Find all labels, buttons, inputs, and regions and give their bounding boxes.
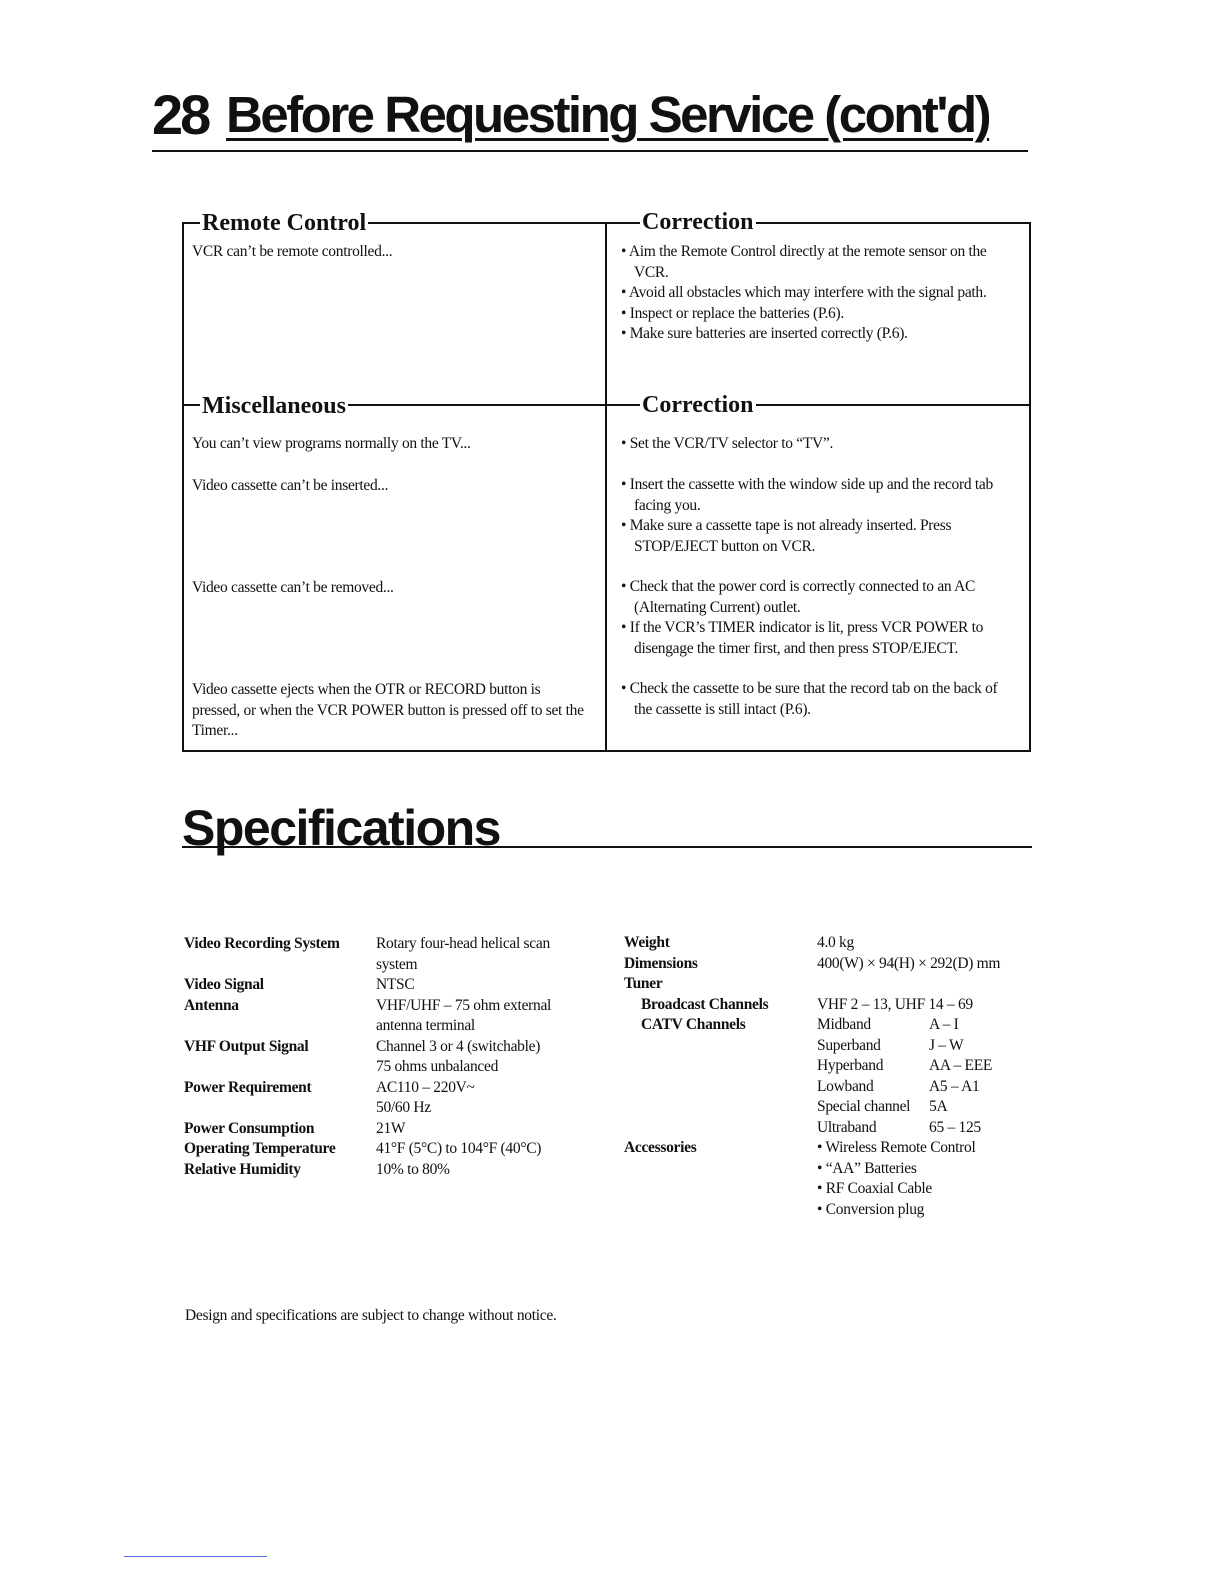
page-heading — [152, 84, 1028, 152]
remote-correction-item: • Make sure batteries are inserted correctly (P.6). — [621, 325, 908, 343]
dimensions-label: Dimensions — [624, 954, 698, 972]
spec-label: VHF Output Signal — [184, 1037, 309, 1055]
scan-edge-mark — [124, 1556, 267, 1557]
spec-row — [184, 1119, 604, 1140]
footnote: Design and specifications are subject to change without notice. — [185, 1307, 557, 1324]
spec-value: VHF/UHF – 75 ohm external antenna terminal — [376, 996, 552, 1034]
spec-label: Power Consumption — [184, 1119, 315, 1137]
catv-band-range: A – I — [929, 1016, 959, 1033]
broadcast-channels-value: VHF 2 – 13, UHF 14 – 69 — [817, 995, 973, 1013]
remote-corrections — [621, 242, 1019, 345]
catv-band-name: Lowband — [817, 1077, 874, 1095]
accessory-item: • Wireless Remote Control — [817, 1139, 976, 1156]
misc-problem: Video cassette can’t be inserted... — [192, 477, 389, 494]
spec-value: 10% to 80% — [376, 1160, 450, 1178]
catv-band-range: J – W — [929, 1036, 964, 1054]
table-center-divider — [605, 222, 607, 752]
remote-correction-heading: Correction — [642, 209, 754, 235]
spec-value: NTSC — [376, 976, 415, 993]
page-title: Before Requesting Service (cont'd) — [226, 86, 990, 143]
catv-band-range: 5A — [929, 1098, 948, 1115]
spec-row — [184, 1160, 604, 1181]
spec-label: Video Signal — [184, 976, 264, 993]
misc-correction-heading: Correction — [642, 392, 754, 418]
misc-correction-item: • Check the cassette to be sure that the record tab on the back of the cassette is still intact (P.6). — [621, 680, 998, 718]
spec-row — [184, 1139, 604, 1160]
spec-value: Channel 3 or 4 (switchable) 75 ohms unbalanced — [376, 1037, 541, 1075]
catv-channels-label: CATV Channels — [641, 1016, 746, 1033]
spec-row — [184, 1037, 604, 1078]
dimensions-value: 400(W) × 94(H) × 292(D) mm — [817, 954, 1001, 972]
catv-band-range: A5 – A1 — [929, 1077, 980, 1095]
specifications-title: Specifications — [182, 800, 500, 856]
weight-label: Weight — [624, 934, 670, 951]
catv-band-name: Midband — [817, 1016, 871, 1033]
table-bottom-border — [182, 750, 1031, 752]
specs-right-column — [624, 933, 1032, 1223]
weight-value: 4.0 kg — [817, 934, 854, 951]
catv-band-name: Hyperband — [817, 1057, 884, 1074]
specifications-heading — [182, 796, 1032, 856]
misc-correction-item: • If the VCR’s TIMER indicator is lit, press VCR POWER to disengage the timer first, and then press STOP/EJECT. — [621, 619, 984, 657]
misc-problem: Video cassette can’t be removed... — [192, 579, 394, 596]
remote-correction-item: • Avoid all obstacles which may interfere with the signal path. — [621, 284, 987, 302]
accessory-item: • RF Coaxial Cable — [817, 1180, 932, 1197]
catv-band-name: Special channel — [817, 1098, 911, 1115]
spec-label: Relative Humidity — [184, 1160, 301, 1178]
spec-value: Rotary four-head helical scan system — [376, 935, 550, 973]
table-left-border — [182, 222, 184, 752]
spec-row — [184, 975, 604, 996]
spec-label: Power Requirement — [184, 1078, 312, 1096]
table-right-border — [1029, 222, 1031, 752]
misc-problem: You can’t view programs normally on the TV... — [192, 435, 471, 452]
misc-corrections — [621, 434, 1019, 455]
accessory-item: • Conversion plug — [817, 1200, 925, 1218]
accessory-item: • “AA” Batteries — [817, 1159, 917, 1177]
accessories-label: Accessories — [624, 1139, 697, 1156]
page-number: 28 — [152, 83, 209, 146]
remote-control-heading: Remote Control — [202, 210, 367, 236]
misc-correction-item: • Make sure a cassette tape is not already inserted. Press STOP/EJECT button on VCR. — [621, 517, 952, 555]
misc-problem: Video cassette ejects when the OTR or RECORD button is pressed, or when the VCR POWER button is pressed off to set the Timer... — [192, 681, 584, 740]
misc-correction-item: • Set the VCR/TV selector to “TV”. — [621, 435, 834, 452]
spec-value: AC110 – 220V~ 50/60 Hz — [376, 1078, 475, 1116]
misc-correction-item: • Check that the power cord is correctly connected to an AC (Alternating Current) outlet. — [621, 578, 976, 616]
spec-value: 41°F (5°C) to 104°F (40°C) — [376, 1140, 542, 1157]
spec-label: Video Recording System — [184, 935, 340, 952]
miscellaneous-heading: Miscellaneous — [202, 393, 346, 419]
specs-left-column — [184, 934, 604, 1180]
misc-corrections — [621, 679, 1019, 720]
remote-correction-item: • Inspect or replace the batteries (P.6). — [621, 304, 844, 322]
misc-corrections — [621, 577, 1019, 659]
spec-row — [184, 996, 604, 1037]
spec-label: Antenna — [184, 996, 239, 1014]
troubleshooting-table — [182, 206, 1031, 752]
catv-band-range: 65 – 125 — [929, 1118, 981, 1136]
catv-band-name: Superband — [817, 1036, 881, 1054]
spec-value: 21W — [376, 1119, 406, 1137]
broadcast-channels-label: Broadcast Channels — [641, 995, 769, 1013]
spec-row — [184, 934, 604, 975]
spec-label: Operating Temperature — [184, 1140, 336, 1157]
remote-problem: VCR can’t be remote controlled... — [192, 243, 393, 260]
catv-band-range: AA – EEE — [929, 1057, 993, 1074]
misc-correction-item: • Insert the cassette with the window side up and the record tab facing you. — [621, 476, 993, 514]
tuner-label: Tuner — [624, 975, 663, 992]
misc-corrections — [621, 475, 1019, 557]
spec-row — [184, 1078, 604, 1119]
remote-correction-item: • Aim the Remote Control directly at the remote sensor on the VCR. — [621, 243, 987, 281]
catv-band-name: Ultraband — [817, 1118, 877, 1136]
